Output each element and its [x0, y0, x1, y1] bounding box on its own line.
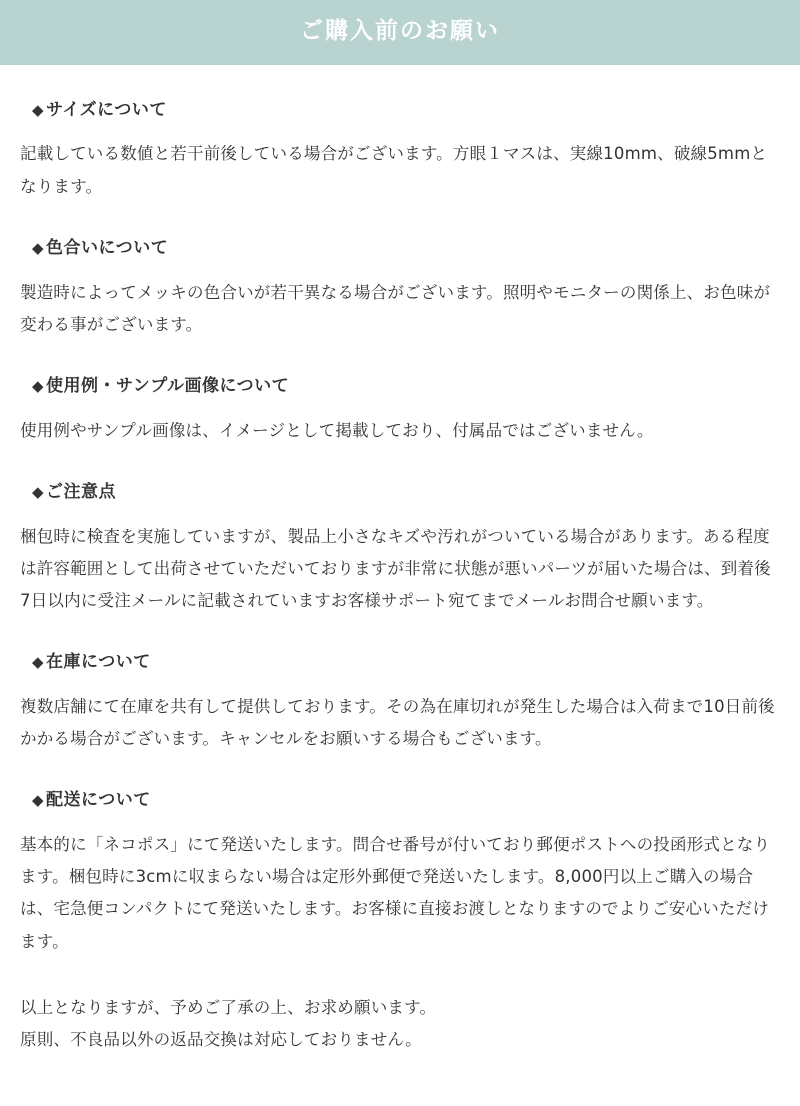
section-heading-label: ご注意点: [46, 481, 117, 502]
section-body: [20, 521, 780, 618]
section-heading-label: 配送について: [46, 790, 151, 811]
footer-note-line-2: 原則、不良品以外の返品交換は対応しておりません。: [20, 1029, 422, 1049]
section-heading: [32, 481, 780, 505]
section-heading: [32, 99, 780, 123]
section-cautions: [20, 481, 780, 617]
diamond-icon: ◆: [32, 653, 45, 672]
section-heading-label: 在庫について: [46, 652, 151, 673]
diamond-icon: ◆: [32, 238, 45, 257]
section-body: [20, 691, 780, 755]
footer-note-line-1: 以上となりますが、予めご了承の上、お求め願います。: [20, 997, 437, 1017]
section-sample-images: [20, 375, 780, 447]
section-body: [20, 415, 780, 447]
section-body-text: 記載している数値と若干前後している場合がございます。方眼１マスは、実線10mm、破線5mmとなります。: [20, 144, 768, 196]
section-heading: [32, 237, 780, 261]
section-body: [20, 829, 780, 958]
section-body-text: 基本的に「ネコポス」にて発送いたします。問合せ番号が付いており郵便ポストへの投函形式となります。梱包時に3cmに収まらない場合は定形外郵便で発送いたします。8,000円以上ご購入の場合は、宅急便コンパクトにて発送いたします。お客様に直接お渡しとなりますのでよりご安心いただけます。: [20, 835, 771, 951]
content-area: [0, 99, 800, 1063]
page-title: ご購入前のお願い: [0, 0, 800, 65]
diamond-icon: ◆: [32, 376, 45, 395]
section-color: [20, 237, 780, 341]
section-body: [20, 138, 780, 202]
section-body: [20, 277, 780, 341]
section-heading: [32, 651, 780, 675]
section-body-text: 使用例やサンプル画像は、イメージとして掲載しており、付属品ではございません。: [20, 420, 654, 440]
footer-note: [20, 992, 780, 1056]
diamond-icon: ◆: [32, 482, 45, 501]
section-heading: [32, 789, 780, 813]
diamond-icon: ◆: [32, 100, 45, 119]
section-heading-label: 使用例・サンプル画像について: [46, 375, 290, 396]
section-heading-label: サイズについて: [46, 99, 167, 120]
section-heading: [32, 375, 780, 399]
section-body-text: 梱包時に検査を実施していますが、製品上小さなキズや汚れがついている場合があります。ある程度は許容範囲として出荷させていただいておりますが非常に状態が悪いパーツが届いた場合は、到着後7日以内に受注メールに記載されていますお客様サポート宛てまでメールお問合せ願います。: [20, 526, 771, 610]
diamond-icon: ◆: [32, 791, 45, 810]
section-body-text: 複数店舗にて在庫を共有して提供しております。その為在庫切れが発生した場合は入荷まで10日前後かかる場合がございます。キャンセルをお願いする場合もございます。: [20, 696, 775, 749]
section-stock: [20, 651, 780, 755]
section-heading-label: 色合いについて: [46, 237, 169, 258]
section-size: [20, 99, 780, 203]
section-body-text: 製造時によってメッキの色合いが若干異なる場合がございます。照明やモニターの関係上、お色味が変わる事がございます。: [20, 282, 771, 334]
section-shipping: [20, 789, 780, 957]
